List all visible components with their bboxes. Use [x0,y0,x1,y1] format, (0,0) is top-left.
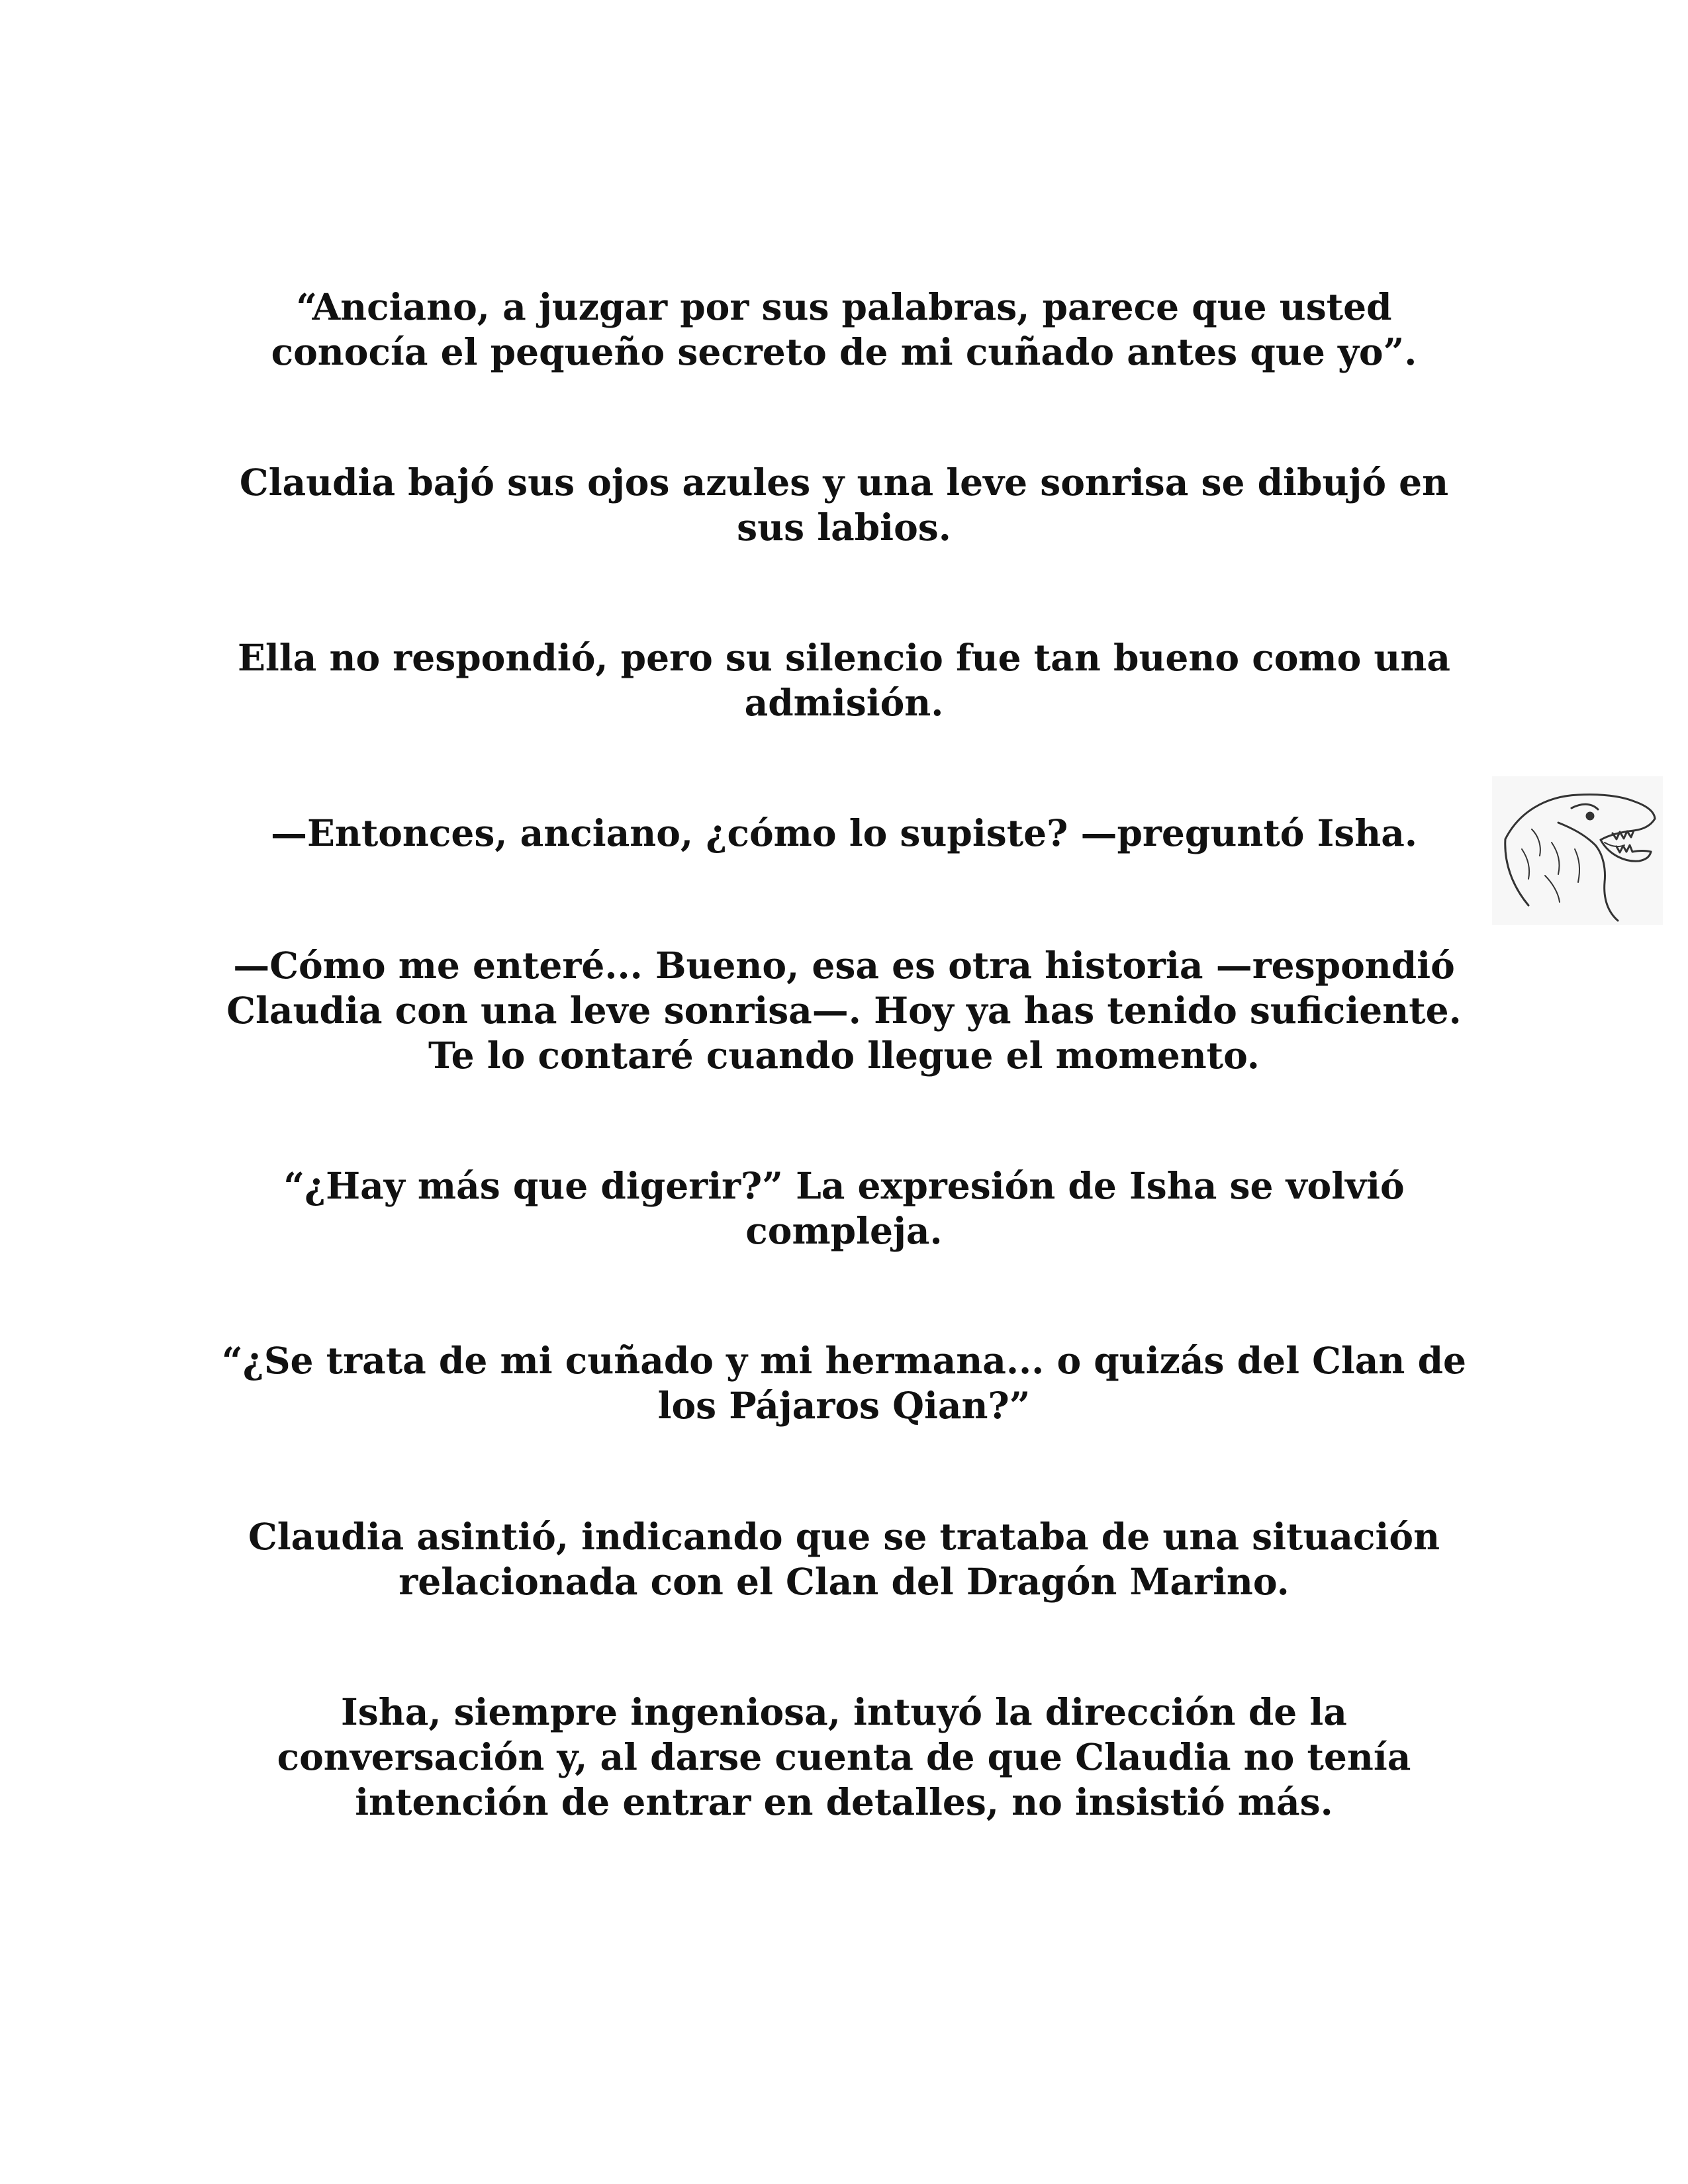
paragraph-6 [0,1163,1688,1253]
paragraph-9 [0,1690,1688,1825]
paragraph-5 [0,943,1688,1078]
paragraph-line: Te lo contaré cuando llegue el momento. [428,1034,1260,1077]
paragraph-line: “¿Hay más que digerir?” La expresión de Isha se volvió [283,1164,1405,1207]
paragraph-line: admisión. [744,681,944,724]
paragraph-line: —Entonces, anciano, ¿cómo lo supiste? —preguntó Isha. [270,811,1418,854]
paragraph-1 [0,285,1688,375]
paragraph-line: Claudia con una leve sonrisa—. Hoy ya has tenido suficiente. [226,989,1462,1032]
paragraph-line: —Cómo me enteré... Bueno, esa es otra historia —respondió [233,944,1455,987]
paragraph-2 [0,460,1688,550]
paragraph-7 [0,1338,1688,1428]
paragraph-3 [0,635,1688,725]
paragraph-line: intención de entrar en detalles, no insistió más. [355,1780,1333,1823]
paragraph-line: los Pájaros Qian?” [657,1384,1031,1427]
paragraph-line: Claudia bajó sus ojos azules y una leve sonrisa se dibujó en [239,461,1449,504]
paragraph-line: Claudia asintió, indicando que se trataba de una situación [248,1515,1440,1558]
paragraph-4 [0,811,1688,856]
paragraph-line: Isha, siempre ingeniosa, intuyó la dirección de la [341,1690,1347,1733]
paragraph-line: conocía el pequeño secreto de mi cuñado antes que yo”. [271,330,1417,373]
paragraph-line: relacionada con el Clan del Dragón Marino. [399,1560,1289,1603]
paragraph-line: Ella no respondió, pero su silencio fue tan bueno como una [237,636,1451,679]
paragraph-line: compleja. [745,1209,943,1252]
paragraph-line: conversación y, al darse cuenta de que Claudia no tenía [277,1735,1411,1778]
paragraph-line: sus labios. [737,506,951,549]
paragraph-line: “¿Se trata de mi cuñado y mi hermana... o quizás del Clan de [221,1339,1467,1382]
paragraph-line: “Anciano, a juzgar por sus palabras, parece que usted [296,285,1392,328]
dinosaur-head-sketch-icon [1492,776,1663,925]
paragraph-8 [0,1514,1688,1604]
